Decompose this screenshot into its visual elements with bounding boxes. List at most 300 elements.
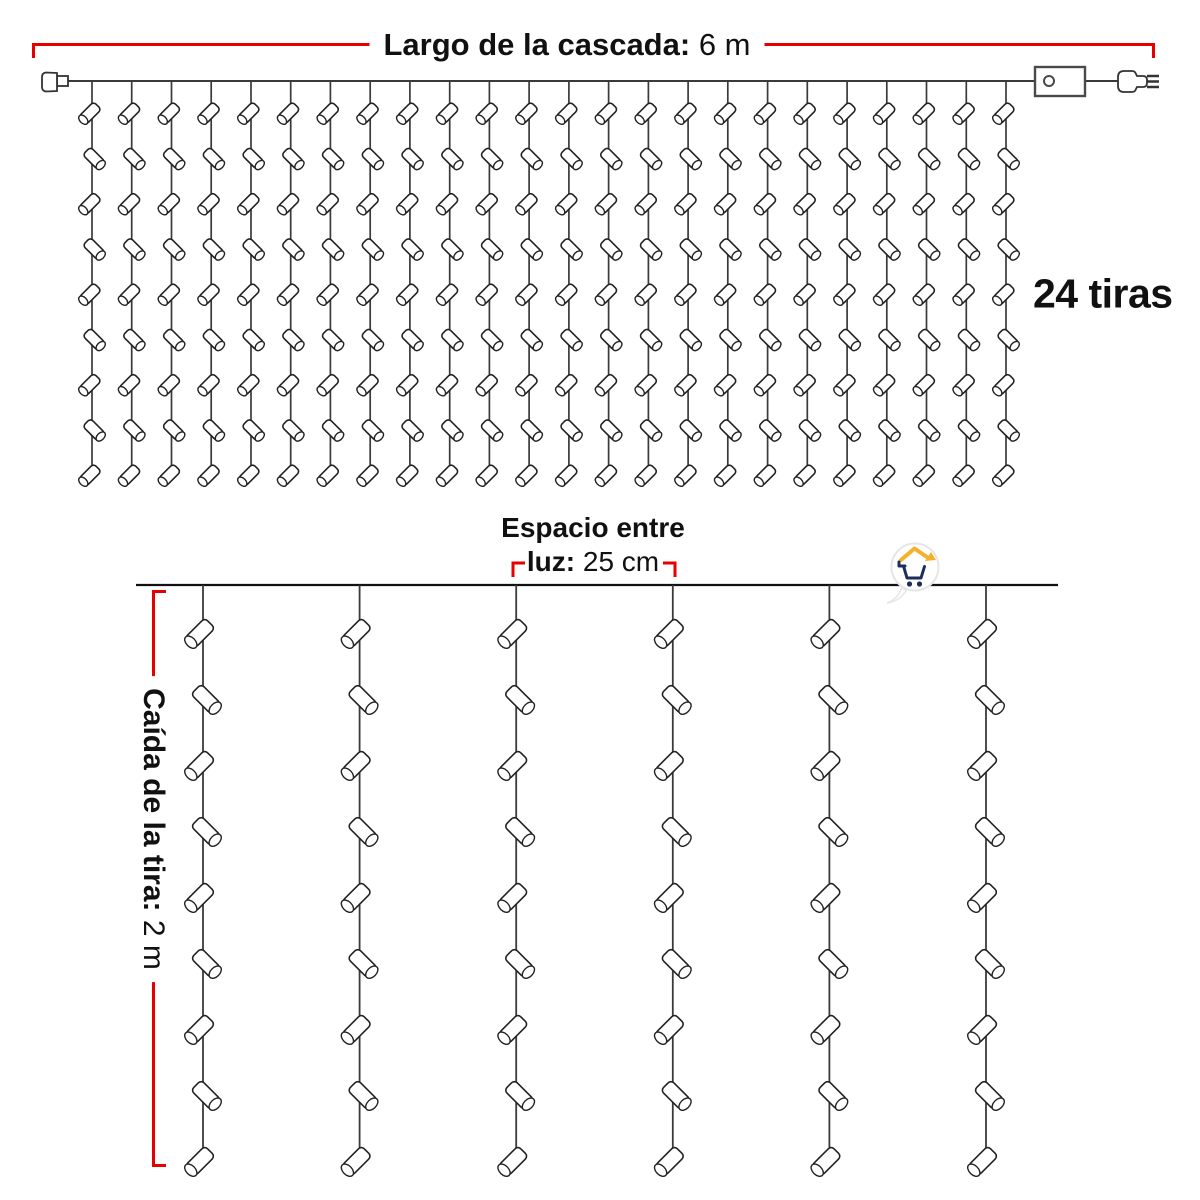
light-bulb <box>315 102 339 126</box>
light-strand <box>594 81 624 488</box>
light-bulb <box>348 948 381 981</box>
light-bulb <box>122 237 146 261</box>
light-bulb <box>832 283 856 307</box>
light-spacing-value: 25 cm <box>582 546 660 577</box>
light-bulb <box>957 147 981 171</box>
light-bulb <box>599 328 623 352</box>
light-bulb <box>77 192 101 216</box>
light-strand <box>196 81 226 488</box>
light-bulb <box>673 102 697 126</box>
light-bulb <box>496 1014 529 1047</box>
light-bulb <box>911 373 935 397</box>
light-bulb <box>753 464 777 488</box>
light-bulb <box>792 192 816 216</box>
light-bulb <box>997 418 1021 442</box>
light-bulb <box>191 816 224 849</box>
light-bulb <box>838 147 862 171</box>
light-bulb <box>504 816 537 849</box>
light-bulb <box>242 237 266 261</box>
light-bulb <box>817 684 850 717</box>
light-bulb <box>191 1080 224 1113</box>
light-bulb <box>991 373 1015 397</box>
light-bulb <box>196 373 220 397</box>
light-bulb <box>639 328 663 352</box>
light-strand <box>872 81 902 488</box>
light-bulb <box>435 464 459 488</box>
light-bulb <box>242 418 266 442</box>
light-bulb <box>474 464 498 488</box>
light-bulb <box>673 283 697 307</box>
light-bulb <box>917 418 941 442</box>
light-bulb <box>965 1014 998 1047</box>
light-strand <box>809 585 850 1179</box>
light-bulb <box>474 102 498 126</box>
light-bulb <box>348 1080 381 1113</box>
light-bulb <box>809 750 842 783</box>
light-bulb <box>520 237 544 261</box>
light-bulb <box>633 464 657 488</box>
cascade-length-value: 6 m <box>698 27 751 62</box>
light-bulb <box>202 237 226 261</box>
light-bulb <box>652 1146 685 1179</box>
light-strand <box>117 81 147 488</box>
light-bulb <box>713 192 737 216</box>
light-bulb <box>355 283 379 307</box>
light-bulb <box>832 102 856 126</box>
light-bulb <box>191 948 224 981</box>
light-bulb <box>504 684 537 717</box>
light-bulb <box>242 147 266 171</box>
light-bulb <box>156 464 180 488</box>
light-bulb <box>315 192 339 216</box>
light-bulb <box>713 373 737 397</box>
light-bulb <box>661 816 694 849</box>
light-bulb <box>838 418 862 442</box>
light-bulb <box>117 283 141 307</box>
light-bulb <box>339 1146 372 1179</box>
light-bulb <box>560 418 584 442</box>
light-bulb <box>156 283 180 307</box>
light-bulb <box>991 192 1015 216</box>
light-bulb <box>474 283 498 307</box>
light-bulb <box>965 750 998 783</box>
light-bulb <box>514 192 538 216</box>
light-bulb <box>361 147 385 171</box>
light-bulb <box>339 1014 372 1047</box>
light-bulb <box>652 1014 685 1047</box>
light-bulb <box>321 328 345 352</box>
light-strand <box>276 81 306 488</box>
light-bulb <box>679 418 703 442</box>
light-bulb <box>594 283 618 307</box>
light-bulb <box>554 102 578 126</box>
light-bulb <box>480 418 504 442</box>
light-bulb <box>504 1080 537 1113</box>
light-bulb <box>196 192 220 216</box>
light-bulb <box>633 192 657 216</box>
light-bulb <box>401 418 425 442</box>
light-strand <box>792 81 822 488</box>
light-bulb <box>974 684 1007 717</box>
light-strand <box>514 81 544 488</box>
light-bulb <box>520 418 544 442</box>
light-bulb <box>753 192 777 216</box>
light-bulb <box>679 237 703 261</box>
light-spacing-label-bold: luz: <box>526 546 576 577</box>
light-bulb <box>182 1146 215 1179</box>
light-bulb <box>117 373 141 397</box>
light-bulb <box>554 373 578 397</box>
light-bulb <box>401 237 425 261</box>
light-bulb <box>440 237 464 261</box>
light-bulb <box>276 373 300 397</box>
controller-box-icon <box>1035 67 1085 96</box>
light-bulb <box>877 147 901 171</box>
light-bulb <box>162 328 186 352</box>
light-bulb <box>911 192 935 216</box>
light-bulb <box>633 102 657 126</box>
light-bulb <box>236 464 260 488</box>
light-bulb <box>997 147 1021 171</box>
light-bulb <box>753 102 777 126</box>
strand-count-label: 24 tiras <box>1033 270 1173 317</box>
light-bulb <box>496 882 529 915</box>
light-bulb <box>792 283 816 307</box>
light-bulb <box>911 464 935 488</box>
light-bulb <box>514 464 538 488</box>
light-strand <box>965 585 1006 1179</box>
light-bulb <box>718 418 742 442</box>
light-spacing-label-line1: Espacio entre <box>501 512 685 543</box>
light-strand <box>633 81 663 488</box>
light-bulb <box>196 464 220 488</box>
light-bulb <box>504 948 537 981</box>
light-bulb <box>991 464 1015 488</box>
light-bulb <box>401 147 425 171</box>
light-bulb <box>202 418 226 442</box>
light-spacing-label <box>501 511 685 579</box>
light-bulb <box>991 102 1015 126</box>
light-bulb <box>496 750 529 783</box>
light-bulb <box>951 192 975 216</box>
light-bulb <box>83 147 107 171</box>
light-bulb <box>974 948 1007 981</box>
light-bulb <box>718 328 742 352</box>
light-bulb <box>395 373 419 397</box>
light-bulb <box>156 102 180 126</box>
light-bulb <box>758 147 782 171</box>
light-bulb <box>951 102 975 126</box>
light-bulb <box>798 328 822 352</box>
light-bulb <box>679 147 703 171</box>
light-bulb <box>817 816 850 849</box>
light-bulb <box>661 948 694 981</box>
light-bulb <box>315 283 339 307</box>
light-bulb <box>480 147 504 171</box>
light-bulb <box>355 102 379 126</box>
light-bulb <box>196 102 220 126</box>
light-bulb <box>276 464 300 488</box>
light-bulb <box>639 147 663 171</box>
speech-bubble-cart-house-icon <box>887 544 939 604</box>
light-bulb <box>77 102 101 126</box>
light-bulb <box>594 102 618 126</box>
light-bulb <box>817 1080 850 1113</box>
strand-drop-label-bold: Caída de la tira: <box>137 688 170 912</box>
light-strand <box>911 81 941 488</box>
light-bulb <box>281 328 305 352</box>
light-bulb <box>758 237 782 261</box>
light-bulb <box>474 192 498 216</box>
light-bulb <box>832 192 856 216</box>
cascade-length-label-bold: Largo de la cascada: <box>383 27 691 62</box>
light-bulb <box>872 373 896 397</box>
light-bulb <box>792 373 816 397</box>
light-strand <box>355 81 385 488</box>
light-bulb <box>594 373 618 397</box>
strand-drop-label <box>136 676 170 982</box>
light-bulb <box>401 328 425 352</box>
light-bulb <box>83 237 107 261</box>
light-bulb <box>440 147 464 171</box>
light-strand <box>474 81 504 488</box>
light-bulb <box>77 373 101 397</box>
light-bulb <box>639 418 663 442</box>
light-bulb <box>348 816 381 849</box>
light-bulb <box>951 464 975 488</box>
light-bulb <box>599 237 623 261</box>
light-bulb <box>872 192 896 216</box>
light-bulb <box>321 418 345 442</box>
power-plug-icon <box>1118 71 1159 92</box>
light-bulb <box>122 328 146 352</box>
light-bulb <box>554 192 578 216</box>
light-bulb <box>599 418 623 442</box>
light-bulb <box>917 147 941 171</box>
light-bulb <box>838 237 862 261</box>
light-bulb <box>122 147 146 171</box>
light-bulb <box>758 418 782 442</box>
light-bulb <box>673 464 697 488</box>
light-bulb <box>196 283 220 307</box>
light-bulb <box>182 882 215 915</box>
light-bulb <box>395 464 419 488</box>
light-bulb <box>435 373 459 397</box>
light-bulb <box>395 192 419 216</box>
light-bulb <box>965 882 998 915</box>
light-bulb <box>496 618 529 651</box>
light-bulb <box>355 192 379 216</box>
light-bulb <box>713 283 737 307</box>
light-bulb <box>162 418 186 442</box>
light-bulb <box>281 418 305 442</box>
light-bulb <box>838 328 862 352</box>
light-bulb <box>520 328 544 352</box>
light-bulb <box>652 618 685 651</box>
light-bulb <box>276 283 300 307</box>
light-bulb <box>661 684 694 717</box>
light-bulb <box>832 373 856 397</box>
light-bulb <box>792 464 816 488</box>
light-strand <box>435 81 465 488</box>
light-bulb <box>202 328 226 352</box>
light-bulb <box>792 102 816 126</box>
light-bulb <box>809 1014 842 1047</box>
light-bulb <box>917 237 941 261</box>
light-strand <box>236 81 266 488</box>
light-strand <box>77 81 107 488</box>
light-bulb <box>872 464 896 488</box>
light-bulb <box>965 618 998 651</box>
light-bulb <box>809 618 842 651</box>
light-bulb <box>242 328 266 352</box>
light-bulb <box>474 373 498 397</box>
light-bulb <box>339 618 372 651</box>
light-strand <box>395 81 425 488</box>
light-bulb <box>753 373 777 397</box>
light-bulb <box>877 328 901 352</box>
light-bulb <box>440 418 464 442</box>
light-bulb <box>817 948 850 981</box>
light-bulb <box>191 684 224 717</box>
light-bulb <box>315 373 339 397</box>
light-bulb <box>361 328 385 352</box>
light-bulb <box>182 750 215 783</box>
light-bulb <box>315 464 339 488</box>
light-bulb <box>156 373 180 397</box>
light-strand <box>182 585 223 1179</box>
light-bulb <box>395 102 419 126</box>
light-bulb <box>281 147 305 171</box>
light-bulb <box>639 237 663 261</box>
light-strand <box>832 81 862 488</box>
light-bulb <box>957 418 981 442</box>
light-bulb <box>321 237 345 261</box>
light-bulb <box>321 147 345 171</box>
light-bulb <box>162 147 186 171</box>
light-bulb <box>809 1146 842 1179</box>
light-bulb <box>951 283 975 307</box>
cascade-length-label <box>370 27 765 63</box>
light-bulb <box>673 373 697 397</box>
light-strand <box>991 81 1021 488</box>
light-bulb <box>182 1014 215 1047</box>
light-bulb <box>798 418 822 442</box>
light-bulb <box>652 882 685 915</box>
light-bulb <box>997 328 1021 352</box>
light-bulb <box>661 1080 694 1113</box>
light-strand <box>713 81 743 488</box>
light-bulb <box>77 464 101 488</box>
light-bulb <box>911 102 935 126</box>
light-spacing-label-line2 <box>501 545 685 579</box>
light-bulb <box>877 237 901 261</box>
light-bulb <box>156 192 180 216</box>
light-bulb <box>633 283 657 307</box>
light-bulb <box>480 328 504 352</box>
light-strand <box>951 81 981 488</box>
light-bulb <box>877 418 901 442</box>
light-bulb <box>83 328 107 352</box>
light-bulb <box>122 418 146 442</box>
light-strand <box>753 81 783 488</box>
light-strand <box>673 81 703 488</box>
light-strand <box>315 81 345 488</box>
light-bulb <box>276 102 300 126</box>
light-bulb <box>514 283 538 307</box>
light-bulb <box>514 102 538 126</box>
light-bulb <box>281 237 305 261</box>
light-bulb <box>974 1080 1007 1113</box>
light-bulb <box>236 192 260 216</box>
light-bulb <box>355 373 379 397</box>
light-bulb <box>917 328 941 352</box>
light-bulb <box>236 373 260 397</box>
light-bulb <box>832 464 856 488</box>
light-bulb <box>117 464 141 488</box>
strand-drop-value: 2 m <box>137 919 170 970</box>
light-bulb <box>236 102 260 126</box>
light-bulb <box>753 283 777 307</box>
light-bulb <box>560 328 584 352</box>
light-bulb <box>599 147 623 171</box>
light-bulb <box>435 192 459 216</box>
light-bulb <box>560 147 584 171</box>
light-strand <box>156 81 186 488</box>
light-bulb <box>798 237 822 261</box>
light-bulb <box>798 147 822 171</box>
light-bulb <box>872 283 896 307</box>
light-bulb <box>514 373 538 397</box>
light-bulb <box>997 237 1021 261</box>
light-bulb <box>679 328 703 352</box>
light-bulb <box>395 283 419 307</box>
light-bulb <box>361 237 385 261</box>
light-bulb <box>339 750 372 783</box>
light-bulb <box>911 283 935 307</box>
light-bulb <box>117 102 141 126</box>
light-bulb <box>83 418 107 442</box>
light-bulb <box>440 328 464 352</box>
light-bulb <box>276 192 300 216</box>
light-strand <box>339 585 380 1179</box>
light-bulb <box>718 237 742 261</box>
light-bulb <box>520 147 544 171</box>
light-bulb <box>554 283 578 307</box>
light-bulb <box>162 237 186 261</box>
light-bulb <box>496 1146 529 1179</box>
light-bulb <box>435 102 459 126</box>
light-bulb <box>348 684 381 717</box>
light-bulb <box>355 464 379 488</box>
light-bulb <box>809 882 842 915</box>
cord-end-connector-icon <box>42 73 68 92</box>
light-bulb <box>974 816 1007 849</box>
light-bulb <box>236 283 260 307</box>
light-bulb <box>182 618 215 651</box>
light-bulb <box>202 147 226 171</box>
light-strand <box>554 81 584 488</box>
light-bulb <box>633 373 657 397</box>
light-bulb <box>361 418 385 442</box>
light-bulb <box>554 464 578 488</box>
light-bulb <box>339 882 372 915</box>
light-bulb <box>713 464 737 488</box>
light-bulb <box>673 192 697 216</box>
light-bulb <box>965 1146 998 1179</box>
light-bulb <box>560 237 584 261</box>
light-bulb <box>652 750 685 783</box>
